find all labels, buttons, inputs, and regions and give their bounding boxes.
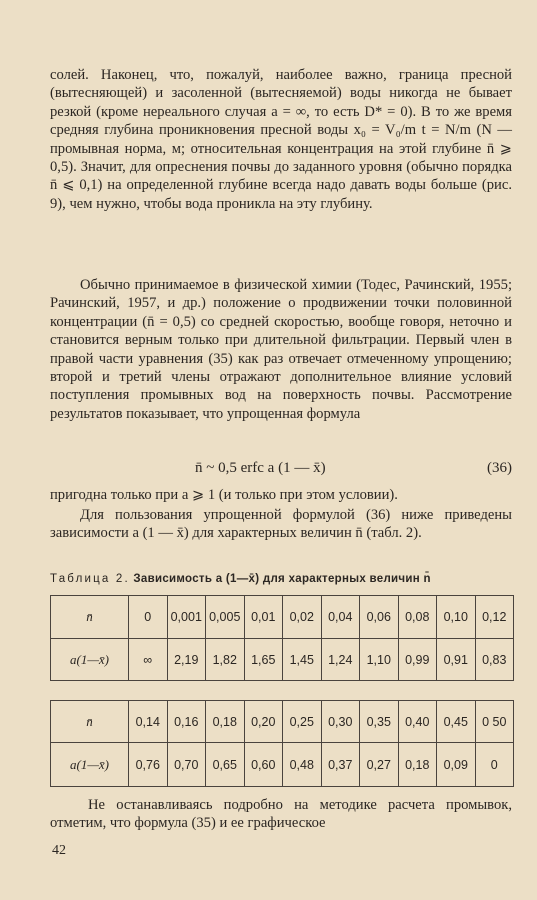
table-cell: 1,10 <box>360 639 399 681</box>
row-label-n: n̄ <box>51 701 129 743</box>
table-cell: 1,45 <box>283 639 322 681</box>
table-cell: 0 <box>475 743 514 787</box>
table-cell: 0,10 <box>437 596 476 639</box>
table-cell: 0,60 <box>244 743 283 787</box>
table-row-n <box>51 701 514 743</box>
table-cell: 0,40 <box>398 701 437 743</box>
table-row-a <box>51 743 514 787</box>
table-cell: 0,09 <box>437 743 476 787</box>
table-cell: 0,18 <box>206 701 245 743</box>
table-cell: 0,08 <box>398 596 437 639</box>
formula-expression: n̄ ~ 0,5 erfc a (1 — x̄) <box>195 460 326 476</box>
table-cell: 1,82 <box>206 639 245 681</box>
row-label-a: a(1—x̄) <box>51 743 129 787</box>
table-cell: 0,70 <box>167 743 206 787</box>
table-cell: 0,20 <box>244 701 283 743</box>
table-part-1 <box>50 595 514 681</box>
table-cell: 0,37 <box>321 743 360 787</box>
table-cell: 1,24 <box>321 639 360 681</box>
table-row-n <box>51 596 514 639</box>
table-cell: ∞ <box>129 639 168 681</box>
table-row-a <box>51 639 514 681</box>
table-part-2 <box>50 700 514 787</box>
row-label-a: a(1—x̄) <box>51 639 129 681</box>
table-cell: 0 50 <box>475 701 514 743</box>
table-cell: 2,19 <box>167 639 206 681</box>
table-caption-text: Зависимость a (1—x̄) для характерных величин n̄ <box>133 573 431 585</box>
table-cell: 1,65 <box>244 639 283 681</box>
row-label-n: n̄ <box>51 596 129 639</box>
table-cell: 0,001 <box>167 596 206 639</box>
table-caption <box>50 573 512 585</box>
table-cell: 0,25 <box>283 701 322 743</box>
table-cell: 0 <box>129 596 168 639</box>
table-cell: 0,14 <box>129 701 168 743</box>
table-cell: 0,005 <box>206 596 245 639</box>
table-cell: 0,06 <box>360 596 399 639</box>
table-cell: 0,91 <box>437 639 476 681</box>
table-cell: 0,01 <box>244 596 283 639</box>
table-cell: 0,18 <box>398 743 437 787</box>
table-cell: 0,12 <box>475 596 514 639</box>
table-cell: 0,65 <box>206 743 245 787</box>
paragraph-2: Обычно принимаемое в физической химии (Тодес, Рачинский, 1955; Рачинский, 1957, и др.) положение о продвижении точки половинной концентрации (n̄ = 0,5) со средней скоростью, вообще говоря, неточно и становится верным только при длительной фильтрации. Первый член в правой части уравнения (35) как раз отвечает отмеченному упрощению; второй и третий члены отражают дополнительное влияние условий поступления промывных вод на поверхность почвы. Рассмотрение результатов показывает, что упрощенная формула <box>50 277 512 422</box>
paragraph-3: пригодна только при a ⩾ 1 (и только при этом условии). <box>50 487 398 503</box>
paragraph-4: Для пользования упрощенной формулой (36) ниже приведены зависимости a (1 — x̄) для характерных величин n̄ (табл. 2). <box>50 507 512 542</box>
table-cell: 0,45 <box>437 701 476 743</box>
table-cell: 0,30 <box>321 701 360 743</box>
paragraph-1: солей. Наконец, что, пожалуй, наиболее важно, граница пресной (вытесняющей) и засоленной (вытесняемой) воды никогда не бывает резкой (кроме нереального случая a = ∞, то есть D* = 0). В то же время средняя глубина проникновения пресной воды x₀ = V₀/m t = N/m (N — промывная норма, м; относительная концентрация на этой глубине n̄ ⩾ 0,5). Значит, для опреснения почвы до заданного уровня (обычно порядка n̄ ⩽ 0,1) на определенной глубине всегда надо давать воды больше (рис. 9), чем нужно, чтобы вода проникла на эту глубину. <box>50 67 512 212</box>
table-cell: 0,48 <box>283 743 322 787</box>
table-cell: 0,04 <box>321 596 360 639</box>
table-cell: 0,27 <box>360 743 399 787</box>
formula-36 <box>50 460 512 482</box>
table-cell: 0,99 <box>398 639 437 681</box>
table-cell: 0,35 <box>360 701 399 743</box>
paragraph-5: Не останавливаясь подробно на методике расчета промывок, отметим, что формула (35) и ее графическое <box>50 797 512 832</box>
table-cell: 0,16 <box>167 701 206 743</box>
table-cell: 0,83 <box>475 639 514 681</box>
page-number: 42 <box>52 843 66 858</box>
table-caption-label: Таблица 2. <box>50 573 130 585</box>
table-cell: 0,76 <box>129 743 168 787</box>
table-cell: 0,02 <box>283 596 322 639</box>
formula-number: (36) <box>487 460 512 476</box>
